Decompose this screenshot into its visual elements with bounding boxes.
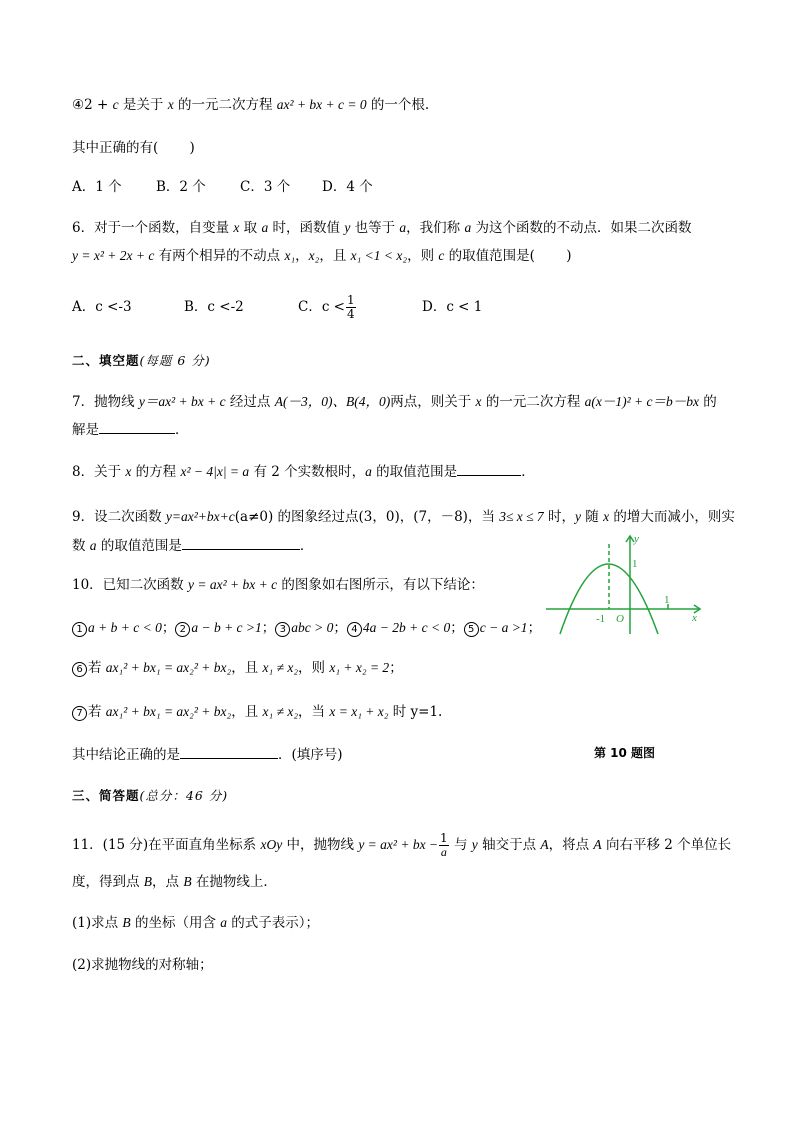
answer-blank[interactable] — [99, 419, 175, 434]
y-axis-label: y — [634, 533, 639, 545]
question-10-conclusions: 1 a + b + c < 0； 2 a − b + c >1； 3 abc > 0； 4 4a − 2b + c < 0； 5 c − a >1； — [72, 618, 541, 638]
circled-number-1: 1 — [72, 622, 87, 637]
question-10-line-1: 10．已知二次函数 y = ax² + bx + c 的图象如右图所示，有以下结论： — [72, 577, 484, 593]
x-one-label: 1 — [664, 594, 670, 606]
option-c[interactable]: C．3 个 — [240, 179, 291, 195]
section-2-heading: 二、填空题(每题 6 分) — [72, 353, 211, 368]
question-10-answer: 其中结论正确的是 ．(填序号) — [72, 744, 343, 765]
option-d[interactable]: D．4 个 — [322, 179, 373, 195]
question-10-conclusion-7: 7 若 ax₁² + bx₁ = ax₂² + bx₂，且 x₁ ≠ x₂，当 x = x₁ + x₂ 时 y=1. — [72, 702, 442, 722]
circled-number-2: 2 — [175, 622, 190, 637]
question-11-part-1: (1)求点 B 的坐标（用含 a 的式子表示）； — [72, 915, 320, 931]
circled-number-3: 3 — [275, 622, 290, 637]
question-11-line-2: 度，得到点 B，点 B 在抛物线上． — [72, 874, 277, 890]
question-8: 8．关于 x 的方程 x² − 4|x| = a 有 2 个实数根时，a 的取值范围是 ． — [72, 461, 535, 482]
question-6-line-2: y = x² + 2x + c 有两个相异的不动点 x₁，x₂，且 x₁ <1 < x₂，则 c 的取值范围是( ) — [72, 248, 572, 264]
answer-blank[interactable] — [180, 744, 278, 759]
circled-number-4: 4 — [347, 622, 362, 637]
option-a[interactable]: A．c <-3 — [72, 299, 132, 315]
option-d[interactable]: D．c < 1 — [422, 299, 483, 315]
parabola-figure — [540, 530, 710, 640]
fraction: $\frac{1}{4}$ — [347, 293, 355, 321]
question-11-part-2: (2)求抛物线的对称轴； — [72, 957, 213, 973]
option-b[interactable]: B．c <-2 — [184, 299, 244, 315]
option-c[interactable]: C．c < $\frac{1}{4}$ — [298, 293, 355, 321]
circled-number-5: 5 — [464, 622, 479, 637]
option-b[interactable]: B．2 个 — [156, 179, 206, 195]
y-one-label: 1 — [632, 558, 638, 570]
question-10-conclusion-6: 6 若 ax₁² + bx₁ = ax₂² + bx₂，且 x₁ ≠ x₂，则 x₁ + x₂ = 2； — [72, 658, 403, 678]
question-prompt: 其中正确的有( ) — [72, 140, 195, 156]
circled-number-4: ④ — [72, 97, 85, 113]
x-axis-label: x — [692, 612, 697, 624]
answer-blank[interactable] — [182, 535, 300, 550]
fraction: $\frac{1}{a}$ — [440, 831, 448, 859]
section-3-heading: 三、简答题(总分：46 分) — [72, 788, 229, 803]
question-9-line-1: 9．设二次函数 y=ax²+bx+c(a≠0) 的图象经过点(3，0)，(7，－8)，当 3≤ x ≤ 7 时，y 随 x 的增大而减小，则实 — [72, 509, 735, 525]
question-7-line-1: 7．抛物线 y＝ax² + bx + c 经过点 A(－3，0)、B(4，0)两点，则关于 x 的一元二次方程 a(x－1)² + c＝b－bx 的 — [72, 394, 717, 410]
statement-4: ④2 + c 是关于 x 的一元二次方程 ax² + bx + c = 0 的一个根. — [72, 97, 430, 113]
question-9-line-2: 数 a 的取值范围是 ． — [72, 535, 313, 556]
question-11-line-1: 11．(15 分)在平面直角坐标系 xOy 中，抛物线 y = ax² + bx − $\frac{1}{a}$ 与 y 轴交于点 A，将点 A 向右平移 2 个单位长 — [72, 831, 732, 859]
origin-label: O — [616, 613, 624, 625]
circled-number-7: 7 — [72, 706, 87, 721]
circled-number-6: 6 — [72, 662, 87, 677]
answer-options-q5 — [72, 177, 373, 197]
answer-options-q6 — [72, 292, 482, 322]
answer-blank[interactable] — [457, 461, 521, 476]
question-6-line-1: 6．对于一个函数，自变量 x 取 a 时，函数值 y 也等于 a，我们称 a 为这个函数的不动点．如果二次函数 — [72, 220, 692, 236]
option-a[interactable]: A．1 个 — [72, 179, 122, 195]
question-7-line-2: 解是 ． — [72, 419, 189, 440]
figure-caption: 第 10 题图 — [594, 746, 656, 760]
neg-one-label: -1 — [596, 613, 606, 625]
